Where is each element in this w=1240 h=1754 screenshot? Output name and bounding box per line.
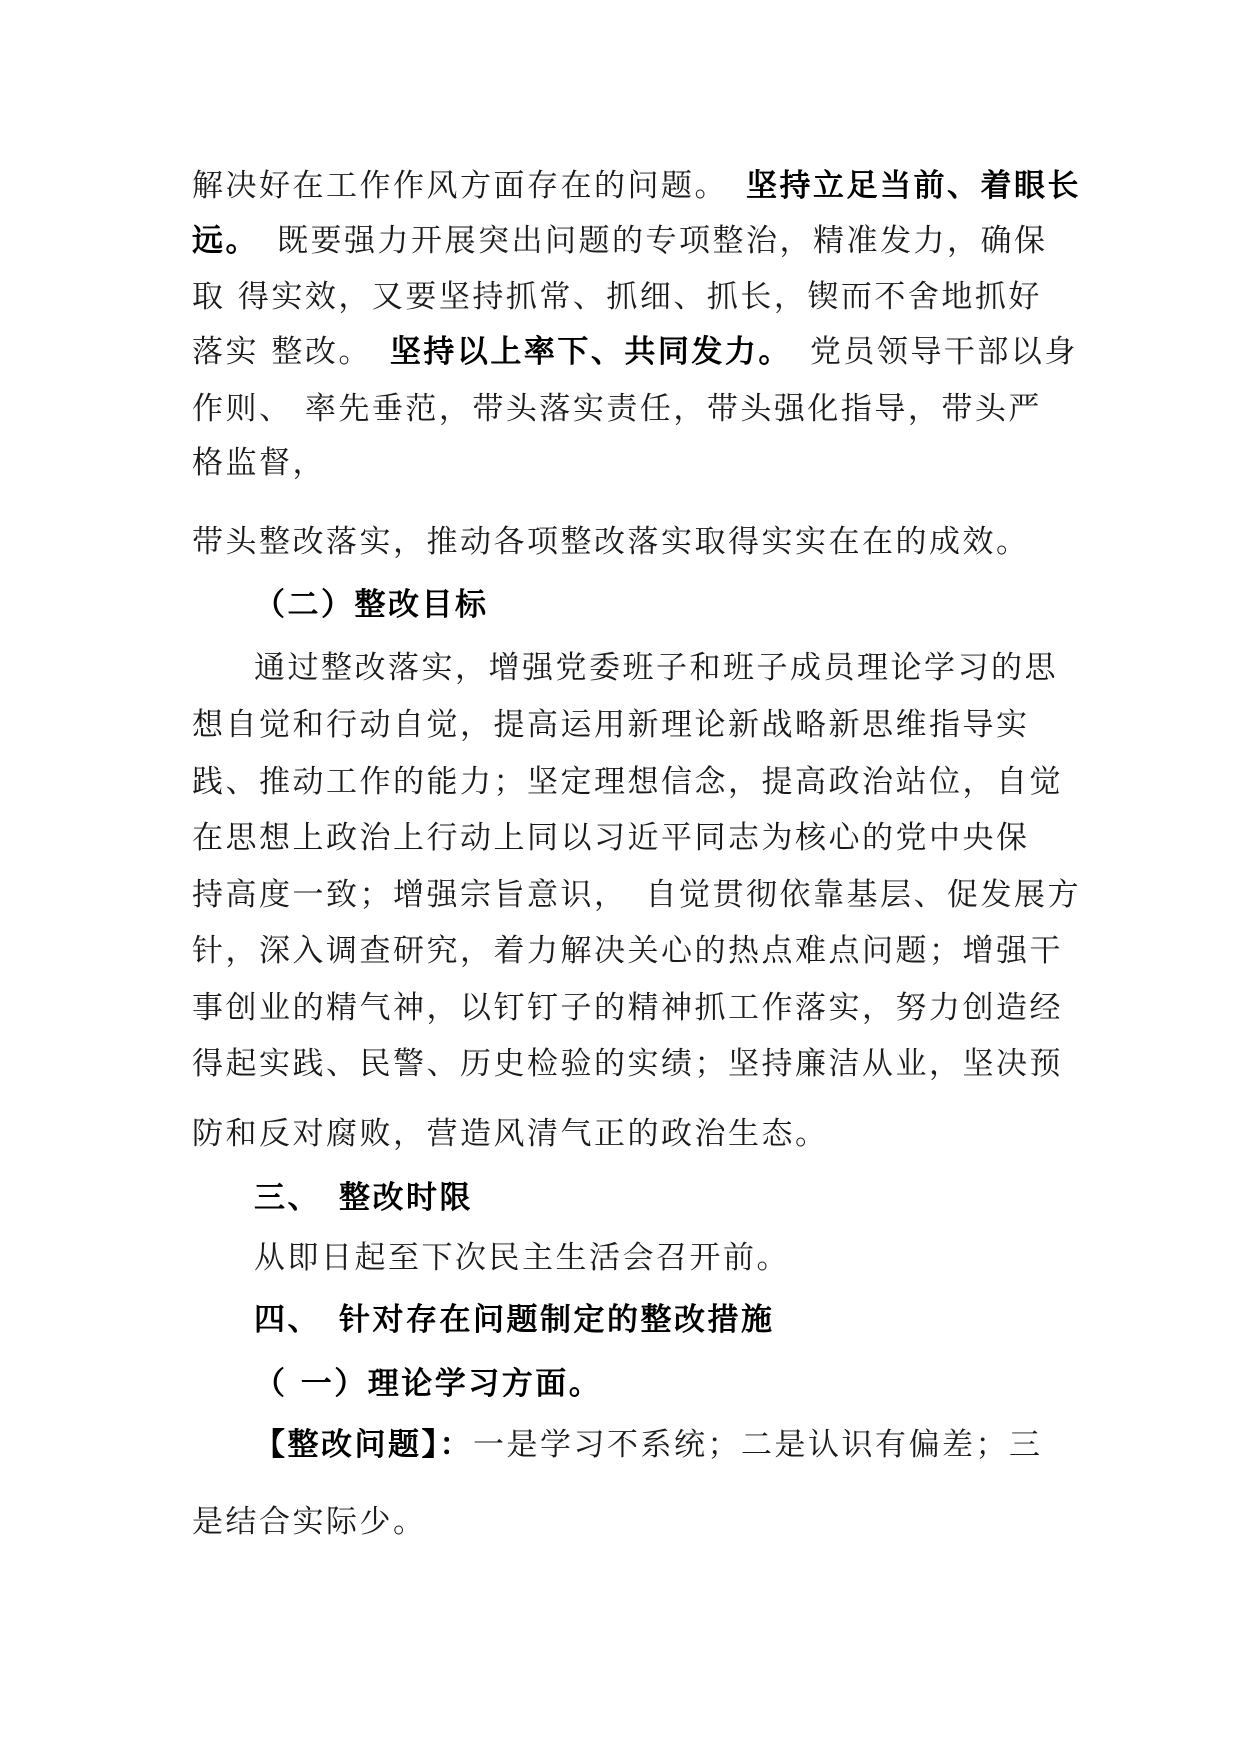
paragraph-text: 一是学习不系统；二是认识有偏差；三 <box>473 1427 1043 1463</box>
paragraph-text: 落实 整改。 <box>192 334 357 370</box>
paragraph-text: 作则、 率先垂范，带头落实责任，带头强化指导，带头严 <box>192 391 1042 427</box>
bold-emphasis: 坚持以上率下、共同发力。 <box>389 334 777 370</box>
paragraph-line <box>192 1502 427 1542</box>
paragraph-text: 在思想上政治上行动上同以习近平同志为核心的党中央保 <box>192 820 1030 856</box>
paragraph-text: 取 得实效，又要坚持抓常、抓细、抓长，锲而不舍地抓好 <box>192 279 1042 315</box>
bold-emphasis: 坚持立足当前、着眼长 <box>746 168 1081 204</box>
section-heading: （二）整改目标 <box>254 587 489 623</box>
paragraph-line <box>192 221 1048 261</box>
paragraph-line <box>192 389 1042 429</box>
paragraph-line <box>192 988 1063 1028</box>
paragraph-line <box>254 648 1058 688</box>
paragraph-line <box>192 166 1081 206</box>
paragraph-line <box>192 277 1042 317</box>
paragraph-text: 既要强力开展突出问题的专项整治，精准发力，确保 <box>277 223 1048 259</box>
paragraph-text: 践、推动工作的能力；坚定理想信念，提高政治站位，自觉 <box>192 764 1063 800</box>
paragraph-line <box>254 1238 790 1278</box>
paragraph-line <box>192 1114 829 1154</box>
paragraph-text: 是结合实际少。 <box>192 1504 427 1540</box>
paragraph-line <box>254 1425 1043 1465</box>
section-heading: 四、 针对存在问题制定的整改措施 <box>254 1302 775 1338</box>
issue-label: 【整改问题】： <box>254 1427 473 1463</box>
paragraph-line <box>192 443 326 483</box>
paragraph-line <box>192 705 1030 745</box>
paragraph-text: 针，深入调查研究，着力解决关心的热点难点问题；增强干 <box>192 933 1063 969</box>
paragraph-text: 从即日起至下次民主生活会召开前。 <box>254 1240 790 1276</box>
paragraph-text: 得起实践、民警、历史检验的实绩；坚持廉洁从业，坚决预 <box>192 1046 1063 1082</box>
paragraph-text: 防和反对腐败，营造风清气正的政治生态。 <box>192 1116 829 1152</box>
paragraph-line <box>192 332 1078 372</box>
paragraph-text: 持高度一致；增强宗旨意识， 自觉贯彻依靠基层、促发展方 <box>192 877 1081 913</box>
paragraph-text: 通过整改落实，增强党委班子和班子成员理论学习的思 <box>254 650 1058 686</box>
paragraph-text: 事创业的精气神，以钉钉子的精神抓工作落实，努力创造经 <box>192 990 1063 1026</box>
paragraph-text: 党员领导干部以身 <box>809 334 1078 370</box>
paragraph-line <box>192 522 1030 562</box>
paragraph-line <box>192 931 1063 971</box>
paragraph-line <box>192 875 1081 915</box>
paragraph-text: 格监督， <box>192 445 326 481</box>
bold-emphasis: 远。 <box>192 223 244 259</box>
paragraph-text: 带头整改落实，推动各项整改落实取得实实在在的成效。 <box>192 524 1030 560</box>
paragraph-line <box>192 762 1063 802</box>
paragraph-text: 想自觉和行动自觉，提高运用新理论新战略新思维指导实 <box>192 707 1030 743</box>
section-heading: 三、 整改时限 <box>254 1180 473 1216</box>
paragraph-line <box>192 818 1030 858</box>
paragraph-text: 解决好在工作作风方面存在的问题。 <box>192 168 713 204</box>
paragraph-line <box>192 1044 1063 1084</box>
subsection-heading: （ 一）理论学习方面。 <box>254 1366 603 1402</box>
